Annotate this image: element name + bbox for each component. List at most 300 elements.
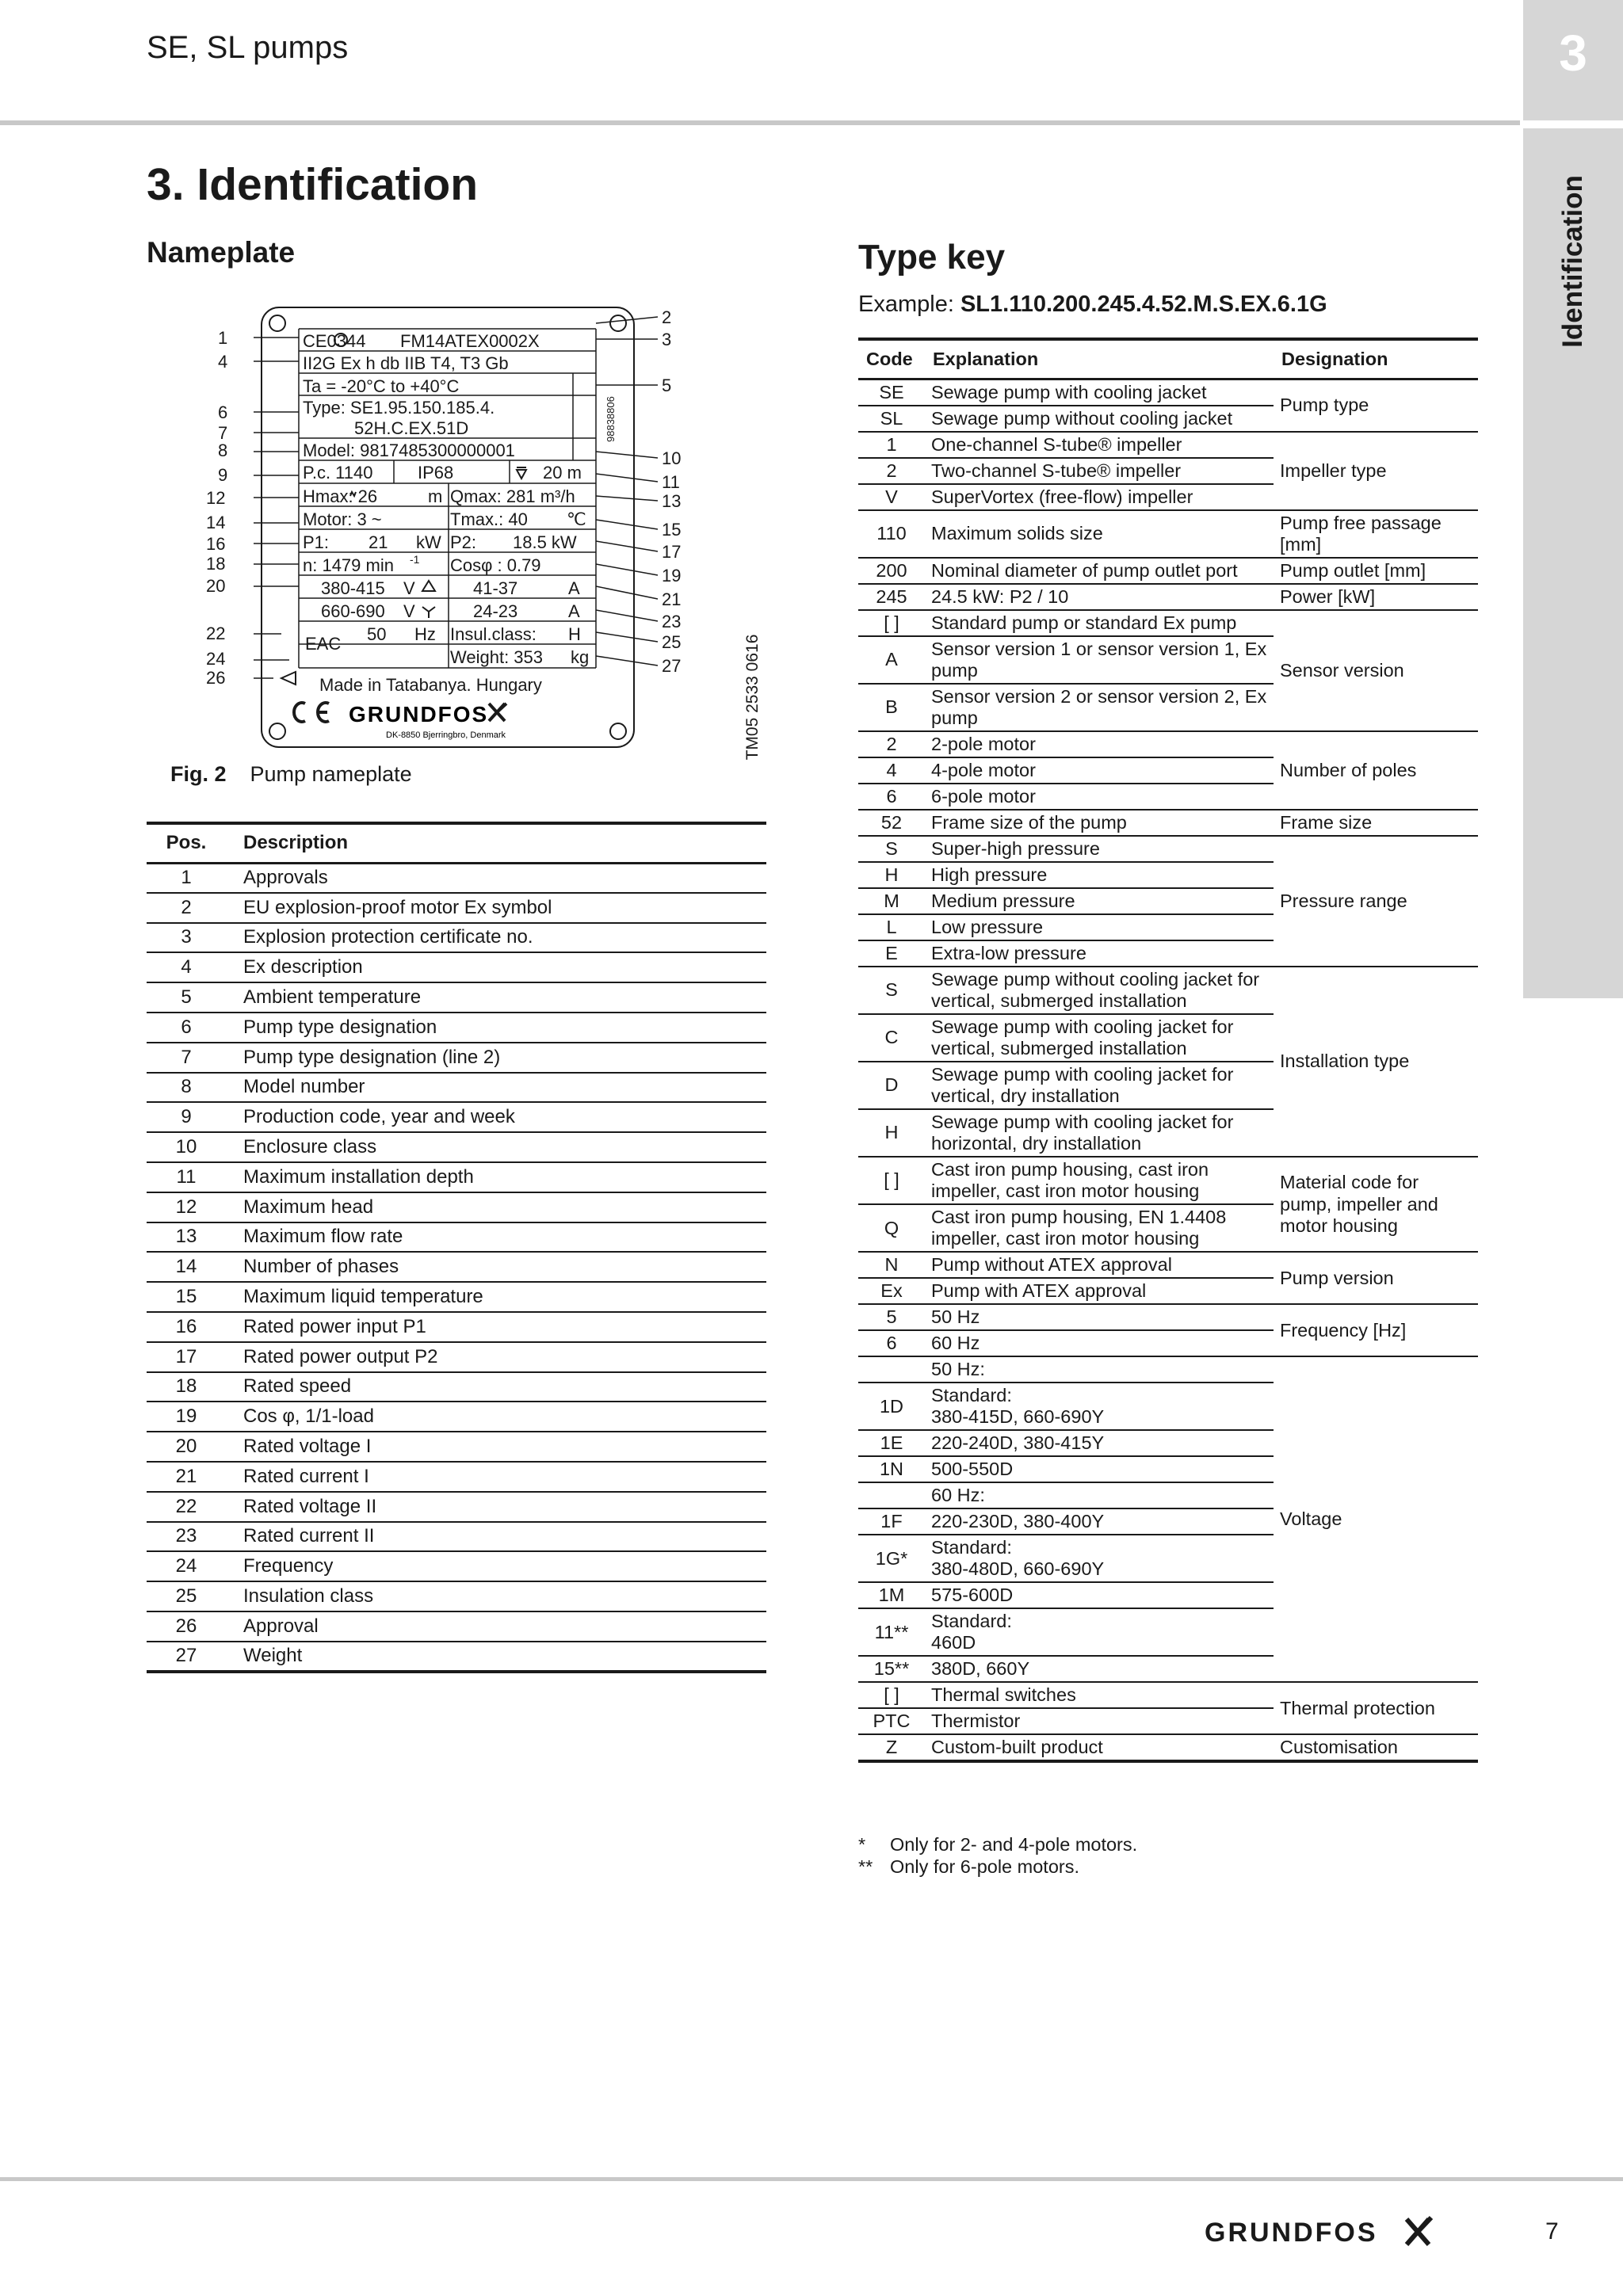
- plate-weight: Weight: 353: [450, 647, 544, 667]
- table-row: [147, 1581, 766, 1611]
- header-rule: [0, 120, 1520, 125]
- pos-description: Rated power input P1: [226, 1312, 766, 1342]
- type-explanation: 220-240D, 380-415Y: [925, 1430, 1274, 1456]
- type-key-heading: Type key: [858, 238, 1006, 277]
- tm-code: [729, 618, 777, 776]
- type-code: 2: [858, 458, 925, 484]
- plate-p2-label: P2:: [450, 532, 477, 552]
- side-tab-text: Identification: [1557, 175, 1588, 348]
- type-designation: Pump free passage [mm]: [1274, 510, 1478, 558]
- plate-serial: 98838806: [605, 396, 617, 442]
- type-code: 1N: [858, 1456, 925, 1482]
- pos-description: Production code, year and week: [226, 1102, 766, 1132]
- table-row: [147, 893, 766, 923]
- plate-tmax: Tmax.: 40: [450, 509, 528, 529]
- type-explanation: Medium pressure: [925, 888, 1274, 914]
- type-code: A: [858, 636, 925, 684]
- pos-number: 27: [147, 1642, 226, 1672]
- type-designation: Customisation: [1274, 1734, 1478, 1761]
- type-explanation: 50 Hz: [925, 1304, 1274, 1330]
- screw-hole: [269, 315, 285, 331]
- type-code: Q: [858, 1204, 925, 1252]
- column-header-explanation: Explanation: [925, 339, 1274, 379]
- type-explanation: 2-pole motor: [925, 731, 1274, 757]
- footnote: [858, 1833, 1137, 1855]
- table-row: [858, 510, 1478, 558]
- plate-weight-unit: kg: [571, 647, 590, 667]
- table-row: [147, 1043, 766, 1073]
- grundfos-logo-icon: [1407, 2218, 1431, 2245]
- type-code: SL: [858, 406, 925, 432]
- type-code: M: [858, 888, 925, 914]
- pos-description: Weight: [226, 1642, 766, 1672]
- plate-tmax-unit: ℃: [567, 509, 586, 529]
- plate-p2-value: 18.5 kW: [513, 532, 577, 552]
- pos-number: 10: [147, 1132, 226, 1162]
- type-code: 11**: [858, 1608, 925, 1656]
- type-explanation: Custom-built product: [925, 1734, 1274, 1761]
- table-row: [147, 1102, 766, 1132]
- pos-number: 9: [147, 1102, 226, 1132]
- type-code: 1F: [858, 1508, 925, 1535]
- type-code: E: [858, 940, 925, 967]
- table-row: [858, 584, 1478, 610]
- plate-qmax: Qmax: 281 m³/h: [450, 486, 575, 506]
- pos-description: Model number: [226, 1073, 766, 1103]
- table-row: [147, 863, 766, 893]
- plate-voltage-1: 380-415: [321, 578, 385, 598]
- callout-label: 3: [662, 330, 672, 349]
- plate-frequency-unit: Hz: [414, 624, 436, 644]
- type-code: 5: [858, 1304, 925, 1330]
- callout-label: 23: [662, 612, 682, 631]
- pos-number: 24: [147, 1551, 226, 1581]
- type-explanation: Sewage pump with cooling jacket: [925, 379, 1274, 406]
- screw-hole: [610, 315, 626, 331]
- pos-number: 18: [147, 1372, 226, 1402]
- type-explanation: 575-600D: [925, 1582, 1274, 1608]
- callout-label: 17: [662, 542, 682, 562]
- pos-description: Maximum flow rate: [226, 1222, 766, 1253]
- type-explanation: Standard: 380-480D, 660-690Y: [925, 1535, 1274, 1582]
- table-header-row: [858, 339, 1478, 379]
- type-designation: Pump version: [1274, 1252, 1478, 1304]
- footer-logo-text: GRUNDFOS: [1205, 2218, 1378, 2248]
- footer-rule: [0, 2177, 1623, 2181]
- callout-label: 24: [206, 649, 226, 669]
- table-row: [147, 1162, 766, 1192]
- callout-label: 12: [206, 488, 226, 508]
- type-explanation: 500-550D: [925, 1456, 1274, 1482]
- pos-number: 16: [147, 1312, 226, 1342]
- type-key-table: [858, 338, 1478, 1763]
- type-code: 1D: [858, 1383, 925, 1430]
- type-code: N: [858, 1252, 925, 1278]
- type-code: C: [858, 1014, 925, 1062]
- table-row: [858, 432, 1478, 458]
- pos-description: Rated speed: [226, 1372, 766, 1402]
- pos-number: 17: [147, 1342, 226, 1372]
- type-explanation: Thermistor: [925, 1708, 1274, 1734]
- callout-label: 10: [662, 448, 682, 468]
- type-explanation: Standard: 460D: [925, 1608, 1274, 1656]
- type-explanation: Standard pump or standard Ex pump: [925, 610, 1274, 636]
- type-explanation: 4-pole motor: [925, 757, 1274, 784]
- plate-p1-value: 21: [369, 532, 388, 552]
- table-row: [147, 1432, 766, 1462]
- callout-label: 16: [206, 534, 226, 554]
- footnote-mark: **: [858, 1856, 873, 1878]
- footnote-mark: *: [858, 1834, 866, 1855]
- callout-label: 25: [662, 632, 682, 652]
- type-designation: Pressure range: [1274, 836, 1478, 967]
- type-explanation: One-channel S-tube® impeller: [925, 432, 1274, 458]
- nameplate-heading: Nameplate: [147, 236, 296, 269]
- example-label: Example:: [858, 292, 954, 317]
- callout-label: 18: [206, 554, 226, 574]
- type-explanation: 6-pole motor: [925, 784, 1274, 810]
- type-code: D: [858, 1062, 925, 1109]
- footer-logo: [1205, 2206, 1490, 2254]
- plate-insul-value: H: [568, 624, 581, 644]
- plate-model: Model: 9817485300000001: [303, 441, 515, 460]
- type-explanation: Nominal diameter of pump outlet port: [925, 558, 1274, 584]
- type-explanation: Standard: 380-415D, 660-690Y: [925, 1383, 1274, 1430]
- callout-label: 27: [662, 656, 682, 676]
- footnote: [858, 1855, 1137, 1878]
- running-header-title: SE, SL pumps: [147, 30, 349, 65]
- pos-number: 4: [147, 952, 226, 982]
- table-row: [858, 379, 1478, 406]
- plate-motor-phases: Motor: 3 ~: [303, 509, 382, 529]
- type-designation: Frequency [Hz]: [1274, 1304, 1478, 1356]
- table-row: [858, 836, 1478, 862]
- table-row: [858, 558, 1478, 584]
- table-row: [147, 923, 766, 953]
- table-row: [858, 810, 1478, 836]
- plate-voltage-2: 660-690: [321, 601, 385, 621]
- table-row: [147, 1402, 766, 1432]
- type-code: 1: [858, 432, 925, 458]
- type-explanation: Thermal switches: [925, 1682, 1274, 1708]
- type-explanation: Low pressure: [925, 914, 1274, 940]
- pos-number: 23: [147, 1522, 226, 1552]
- table-row: [858, 1356, 1478, 1383]
- type-explanation: Cast iron pump housing, cast iron impeller, cast iron motor housing: [925, 1157, 1274, 1204]
- plate-p1-label: P1:: [303, 532, 330, 552]
- triangle-v-icon: [517, 467, 526, 479]
- table-row: [858, 610, 1478, 636]
- type-key-table-body: [858, 379, 1478, 1761]
- pos-description: Number of phases: [226, 1252, 766, 1282]
- table-row: [858, 1157, 1478, 1204]
- plate-made-in: Made in Tatabanya. Hungary: [319, 675, 542, 695]
- callout-label: 6: [218, 402, 228, 422]
- type-code: S: [858, 967, 925, 1014]
- plate-ex-description: II2G Ex h db IIB T4, T3 Gb: [303, 353, 509, 373]
- plate-install-depth: 20 m: [543, 463, 582, 482]
- table-row: [147, 1222, 766, 1253]
- callout-label: 8: [218, 441, 228, 460]
- pos-number: 5: [147, 982, 226, 1013]
- table-row: [147, 982, 766, 1013]
- callout-label: 11: [662, 472, 680, 492]
- type-code: S: [858, 836, 925, 862]
- pos-number: 13: [147, 1222, 226, 1253]
- pos-number: 1: [147, 863, 226, 893]
- type-code: 52: [858, 810, 925, 836]
- screw-hole: [610, 723, 626, 739]
- pos-description: Pump type designation (line 2): [226, 1043, 766, 1073]
- type-code: [ ]: [858, 610, 925, 636]
- figure-label: Fig. 2: [170, 762, 227, 786]
- type-explanation: Frame size of the pump: [925, 810, 1274, 836]
- type-designation: Sensor version: [1274, 610, 1478, 731]
- type-designation: Voltage: [1274, 1356, 1478, 1682]
- type-explanation: Sewage pump with cooling jacket for vertical, submerged installation: [925, 1014, 1274, 1062]
- pos-number: 26: [147, 1611, 226, 1642]
- type-explanation: Pump without ATEX approval: [925, 1252, 1274, 1278]
- pos-number: 20: [147, 1432, 226, 1462]
- type-code: 6: [858, 1330, 925, 1356]
- pos-description: Rated voltage II: [226, 1492, 766, 1522]
- approval-mark-icon: [281, 672, 296, 685]
- type-explanation: Super-high pressure: [925, 836, 1274, 862]
- type-code: SE: [858, 379, 925, 406]
- table-row: [147, 1372, 766, 1402]
- column-header-pos: Pos.: [147, 823, 226, 863]
- type-code: PTC: [858, 1708, 925, 1734]
- pos-number: 21: [147, 1462, 226, 1492]
- plate-hmax-unit: m: [428, 486, 443, 506]
- pos-description: Ex description: [226, 952, 766, 982]
- table-row: [147, 1642, 766, 1672]
- plate-type: Type: SE1.95.150.185.4.: [303, 398, 495, 418]
- type-explanation: 60 Hz:: [925, 1482, 1274, 1508]
- pos-description: Cos φ, 1/1-load: [226, 1402, 766, 1432]
- type-explanation: Sensor version 2 or sensor version 2, Ex pump: [925, 684, 1274, 731]
- plate-p1-unit: kW: [416, 532, 441, 552]
- pos-description: Maximum liquid temperature: [226, 1282, 766, 1312]
- plate-certificate: FM14ATEX0002X: [400, 331, 540, 351]
- pos-number: 25: [147, 1581, 226, 1611]
- type-code: [ ]: [858, 1157, 925, 1204]
- delta-icon: [422, 581, 435, 591]
- position-table-body: [147, 863, 766, 1672]
- plate-ambient-temp: Ta = -20°C to +40°C: [303, 376, 460, 396]
- type-explanation: Sensor version 1 or sensor version 1, Ex pump: [925, 636, 1274, 684]
- plate-enclosure: IP68: [418, 463, 454, 482]
- pos-number: 8: [147, 1073, 226, 1103]
- plate-current-1-unit: A: [568, 578, 580, 598]
- pos-description: Explosion protection certificate no.: [226, 923, 766, 953]
- table-row: [147, 1342, 766, 1372]
- callout-label: 13: [662, 491, 682, 511]
- type-designation: Impeller type: [1274, 432, 1478, 510]
- type-explanation: Extra-low pressure: [925, 940, 1274, 967]
- type-explanation: 60 Hz: [925, 1330, 1274, 1356]
- table-row: [147, 1551, 766, 1581]
- type-code: B: [858, 684, 925, 731]
- type-code: 245: [858, 584, 925, 610]
- type-explanation: Sewage pump without cooling jacket for vertical, submerged installation: [925, 967, 1274, 1014]
- plate-frequency: 50: [367, 624, 387, 644]
- type-designation: Thermal protection: [1274, 1682, 1478, 1734]
- plate-speed-sup: -1: [410, 553, 420, 566]
- table-row: [147, 1073, 766, 1103]
- plate-current-1: 41-37: [473, 578, 518, 598]
- position-table: [147, 822, 766, 1673]
- table-row: [858, 967, 1478, 1014]
- pos-description: Ambient temperature: [226, 982, 766, 1013]
- type-explanation: Maximum solids size: [925, 510, 1274, 558]
- table-row: [858, 1252, 1478, 1278]
- type-code: 1E: [858, 1430, 925, 1456]
- column-header-description: Description: [226, 823, 766, 863]
- table-row: [147, 952, 766, 982]
- pos-description: Approvals: [226, 863, 766, 893]
- plate-current-2-unit: A: [568, 601, 580, 621]
- type-explanation: 24.5 kW: P2 / 10: [925, 584, 1274, 610]
- table-row: [147, 1611, 766, 1642]
- plate-speed: n: 1479 min: [303, 555, 394, 575]
- table-row: [147, 1462, 766, 1492]
- callout-label: 26: [206, 668, 226, 688]
- pos-number: 14: [147, 1252, 226, 1282]
- callout-label: 7: [218, 423, 228, 443]
- pos-number: 2: [147, 893, 226, 923]
- callout-label: 15: [662, 520, 682, 540]
- pos-description: Insulation class: [226, 1581, 766, 1611]
- pos-description: Enclosure class: [226, 1132, 766, 1162]
- screw-hole: [269, 723, 285, 739]
- plate-current-2: 24-23: [473, 601, 518, 621]
- type-explanation: Pump with ATEX approval: [925, 1278, 1274, 1304]
- type-code: 4: [858, 757, 925, 784]
- table-row: [858, 731, 1478, 757]
- plate-brand: GRUNDFOS: [349, 702, 489, 727]
- type-explanation: Sewage pump with cooling jacket for vertical, dry installation: [925, 1062, 1274, 1109]
- table-row: [147, 1192, 766, 1222]
- nameplate-illustration: [202, 299, 709, 759]
- callout-label: 5: [662, 376, 672, 395]
- pos-number: 22: [147, 1492, 226, 1522]
- callout-label: 1: [218, 328, 228, 348]
- plate-approval: CE0344: [303, 331, 366, 351]
- callout-label: 19: [662, 566, 682, 585]
- type-code: [ ]: [858, 1682, 925, 1708]
- type-explanation: Cast iron pump housing, EN 1.4408 impeller, cast iron motor housing: [925, 1204, 1274, 1252]
- table-row: [147, 1492, 766, 1522]
- table-row: [147, 1252, 766, 1282]
- type-code: [858, 1356, 925, 1383]
- star-icon: [422, 607, 435, 618]
- pos-description: Rated current II: [226, 1522, 766, 1552]
- callout-label: 14: [206, 513, 226, 532]
- type-explanation: High pressure: [925, 862, 1274, 888]
- type-code: Ex: [858, 1278, 925, 1304]
- type-designation: Power [kW]: [1274, 584, 1478, 610]
- type-explanation: SuperVortex (free-flow) impeller: [925, 484, 1274, 510]
- type-designation: Number of poles: [1274, 731, 1478, 810]
- callout-label: 2: [662, 307, 672, 327]
- callout-label: 22: [206, 624, 226, 643]
- table-header-row: [147, 823, 766, 863]
- type-designation: Pump outlet [mm]: [1274, 558, 1478, 584]
- type-code: Z: [858, 1734, 925, 1761]
- type-explanation: 220-230D, 380-400Y: [925, 1508, 1274, 1535]
- pos-description: Rated current I: [226, 1462, 766, 1492]
- plate-voltage-1-unit: V: [403, 578, 415, 598]
- example-value: SL1.110.200.245.4.52.M.S.EX.6.1G: [960, 292, 1327, 317]
- type-designation: Frame size: [1274, 810, 1478, 836]
- type-explanation: Sewage pump with cooling jacket for horizontal, dry installation: [925, 1109, 1274, 1157]
- type-code: 110: [858, 510, 925, 558]
- type-code: 2: [858, 731, 925, 757]
- type-code: H: [858, 862, 925, 888]
- callout-label: 20: [206, 576, 226, 596]
- callout-label: 4: [218, 352, 228, 372]
- figure-caption: [170, 762, 412, 787]
- pos-description: Approval: [226, 1611, 766, 1642]
- type-code: 1G*: [858, 1535, 925, 1582]
- grundfos-logo-icon: [489, 704, 506, 721]
- type-designation: Pump type: [1274, 379, 1478, 432]
- table-row: [147, 1132, 766, 1162]
- pos-description: Pump type designation: [226, 1013, 766, 1043]
- plate-type-line2: 52H.C.EX.51D: [354, 418, 469, 438]
- type-explanation: 380D, 660Y: [925, 1656, 1274, 1682]
- column-header-designation: Designation: [1274, 339, 1478, 379]
- pos-number: 11: [147, 1162, 226, 1192]
- eac-mark: EAC: [305, 634, 342, 654]
- plate-brand-sub: DK-8850 Bjerringbro, Denmark: [386, 730, 506, 740]
- pos-description: Maximum head: [226, 1192, 766, 1222]
- exp-ex-icon: [350, 492, 356, 496]
- plate-logo: [294, 702, 506, 740]
- type-code: 6: [858, 784, 925, 810]
- pos-number: 7: [147, 1043, 226, 1073]
- plate-cosphi: Cosφ : 0.79: [450, 555, 541, 575]
- ce-mark-icon: [294, 703, 305, 722]
- table-row: [147, 1282, 766, 1312]
- pos-number: 15: [147, 1282, 226, 1312]
- type-code: V: [858, 484, 925, 510]
- pos-description: Rated voltage I: [226, 1432, 766, 1462]
- plate-hmax: Hmax: 26: [303, 486, 378, 506]
- type-code: 200: [858, 558, 925, 584]
- callout-label: 9: [218, 465, 228, 485]
- table-row: [858, 1304, 1478, 1330]
- column-header-code: Code: [858, 339, 925, 379]
- type-code: [858, 1482, 925, 1508]
- pos-number: 3: [147, 923, 226, 953]
- pos-description: EU explosion-proof motor Ex symbol: [226, 893, 766, 923]
- type-explanation: Two-channel S-tube® impeller: [925, 458, 1274, 484]
- pos-description: Maximum installation depth: [226, 1162, 766, 1192]
- plate-insul-label: Insul.class:: [450, 624, 537, 644]
- callout-label: 21: [662, 589, 682, 609]
- footnote-text: Only for 2- and 4-pole motors.: [890, 1834, 1138, 1855]
- page-number: 7: [1545, 2218, 1559, 2245]
- footnote-text: Only for 6-pole motors.: [890, 1856, 1080, 1878]
- table-row: [147, 1522, 766, 1552]
- type-code: 1M: [858, 1582, 925, 1608]
- type-key-footnotes: [858, 1833, 1137, 1878]
- figure-caption-text: Pump nameplate: [250, 762, 412, 786]
- chapter-number: 3: [1559, 25, 1587, 82]
- left-callouts: [206, 328, 227, 688]
